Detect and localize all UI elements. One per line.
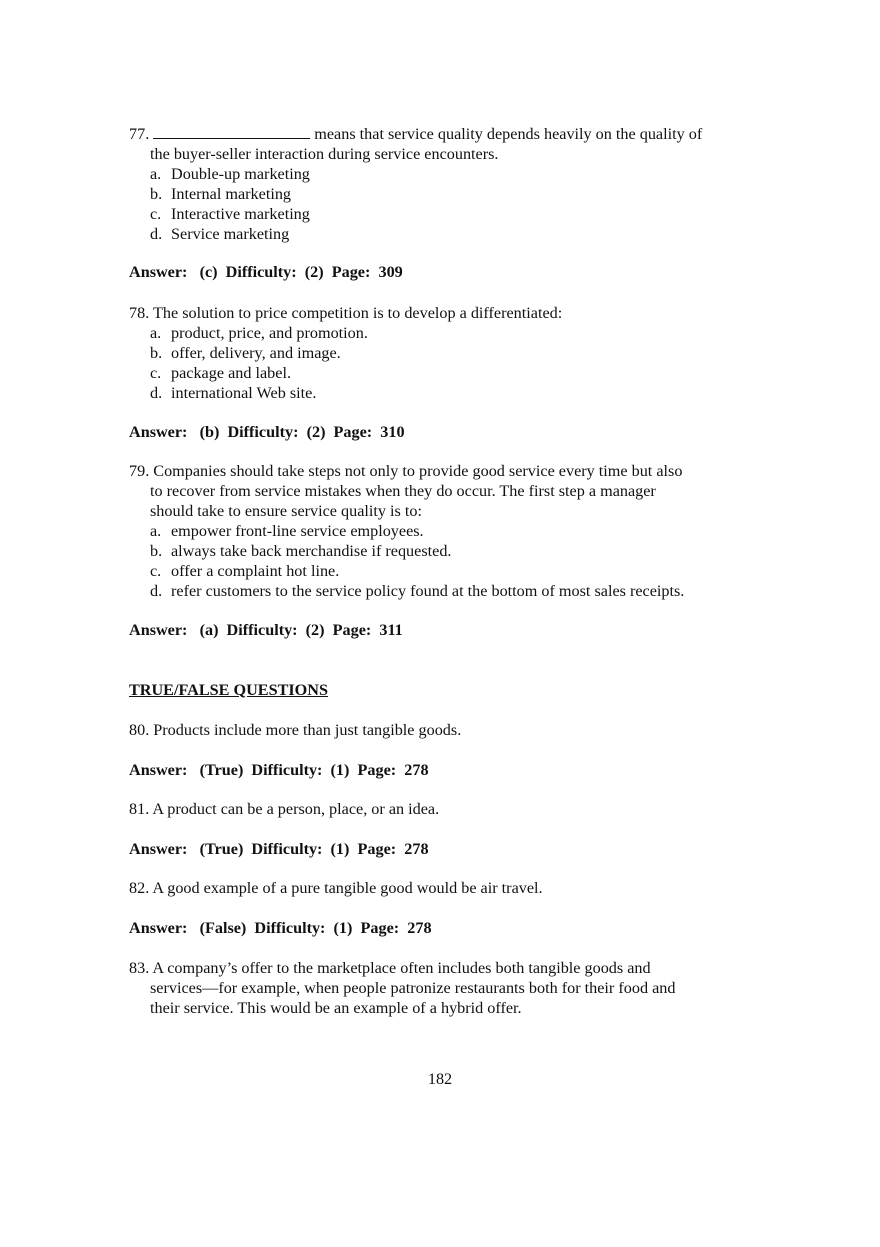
question-line	[129, 958, 749, 978]
option-b	[129, 184, 749, 204]
option-text: package and label.	[171, 364, 291, 382]
question-77	[129, 124, 749, 244]
answer-79: Answer: (a) Difficulty: (2) Page: 311	[129, 621, 403, 639]
page-number: 182	[427, 1070, 453, 1088]
question-number: 80.	[129, 721, 150, 739]
option-c	[129, 561, 749, 581]
option-d	[129, 383, 749, 403]
question-number: 81.	[129, 800, 150, 818]
option-a	[129, 164, 749, 184]
question-number: 77.	[129, 125, 150, 143]
option-d	[129, 581, 749, 601]
question-text: means that service quality depends heavily on the quality of	[314, 125, 703, 143]
option-a	[129, 323, 749, 343]
option-text: international Web site.	[171, 384, 317, 402]
option-label: a.	[150, 522, 162, 540]
section-title: TRUE/FALSE QUESTIONS	[129, 681, 328, 699]
question-80	[129, 720, 749, 740]
question-79	[129, 461, 749, 601]
question-text-continued: their service. This would be an example of a hybrid offer.	[150, 999, 522, 1017]
option-text: empower front-line service employees.	[171, 522, 424, 540]
option-a	[129, 521, 749, 541]
option-label: b.	[150, 542, 163, 560]
question-line	[129, 878, 749, 898]
option-label: a.	[150, 165, 162, 183]
option-text: product, price, and promotion.	[171, 324, 368, 342]
option-label: d.	[150, 582, 163, 600]
question-text: A product can be a person, place, or an idea.	[152, 800, 440, 818]
question-81	[129, 799, 749, 819]
question-text: The solution to price competition is to develop a differentiated:	[153, 304, 563, 322]
option-c	[129, 204, 749, 224]
question-number: 83.	[129, 959, 150, 977]
option-d	[129, 224, 749, 244]
option-label: c.	[150, 562, 162, 580]
question-text: Products include more than just tangible goods.	[153, 721, 462, 739]
question-83	[129, 958, 749, 1018]
answer-81: Answer: (True) Difficulty: (1) Page: 278	[129, 840, 429, 858]
question-number: 79.	[129, 462, 150, 480]
question-text: Companies should take steps not only to provide good service every time but also	[153, 462, 683, 480]
option-text: Interactive marketing	[171, 205, 310, 223]
question-number: 78.	[129, 304, 150, 322]
option-text: refer customers to the service policy found at the bottom of most sales receipts.	[171, 582, 685, 600]
option-label: b.	[150, 185, 163, 203]
question-number: 82.	[129, 879, 150, 897]
question-text-continued: to recover from service mistakes when they do occur. The first step a manager	[150, 482, 656, 500]
question-78	[129, 303, 749, 403]
option-text: Service marketing	[171, 225, 290, 243]
option-b	[129, 541, 749, 561]
question-line	[129, 461, 749, 481]
question-line	[129, 799, 749, 819]
option-text: offer a complaint hot line.	[171, 562, 340, 580]
option-text: Double-up marketing	[171, 165, 310, 183]
question-line	[129, 303, 749, 323]
answer-78: Answer: (b) Difficulty: (2) Page: 310	[129, 423, 405, 441]
option-label: d.	[150, 384, 163, 402]
question-82	[129, 878, 749, 898]
option-text: offer, delivery, and image.	[171, 344, 341, 362]
question-text-continued: should take to ensure service quality is to:	[150, 502, 422, 520]
option-label: b.	[150, 344, 163, 362]
question-line	[129, 720, 749, 740]
option-label: d.	[150, 225, 163, 243]
option-c	[129, 363, 749, 383]
question-text-continued: the buyer-seller interaction during service encounters.	[150, 145, 499, 163]
option-text: always take back merchandise if requested.	[171, 542, 452, 560]
question-text: A good example of a pure tangible good would be air travel.	[152, 879, 543, 897]
option-text: Internal marketing	[171, 185, 292, 203]
option-b	[129, 343, 749, 363]
question-line	[129, 124, 749, 144]
option-label: c.	[150, 205, 162, 223]
question-text-continued: services—for example, when people patronize restaurants both for their food and	[150, 979, 676, 997]
answer-77: Answer: (c) Difficulty: (2) Page: 309	[129, 263, 403, 281]
answer-82: Answer: (False) Difficulty: (1) Page: 278	[129, 919, 432, 937]
option-label: c.	[150, 364, 162, 382]
option-label: a.	[150, 324, 162, 342]
fill-in-blank	[153, 124, 310, 139]
question-text: A company’s offer to the marketplace often includes both tangible goods and	[152, 959, 651, 977]
answer-80: Answer: (True) Difficulty: (1) Page: 278	[129, 761, 429, 779]
